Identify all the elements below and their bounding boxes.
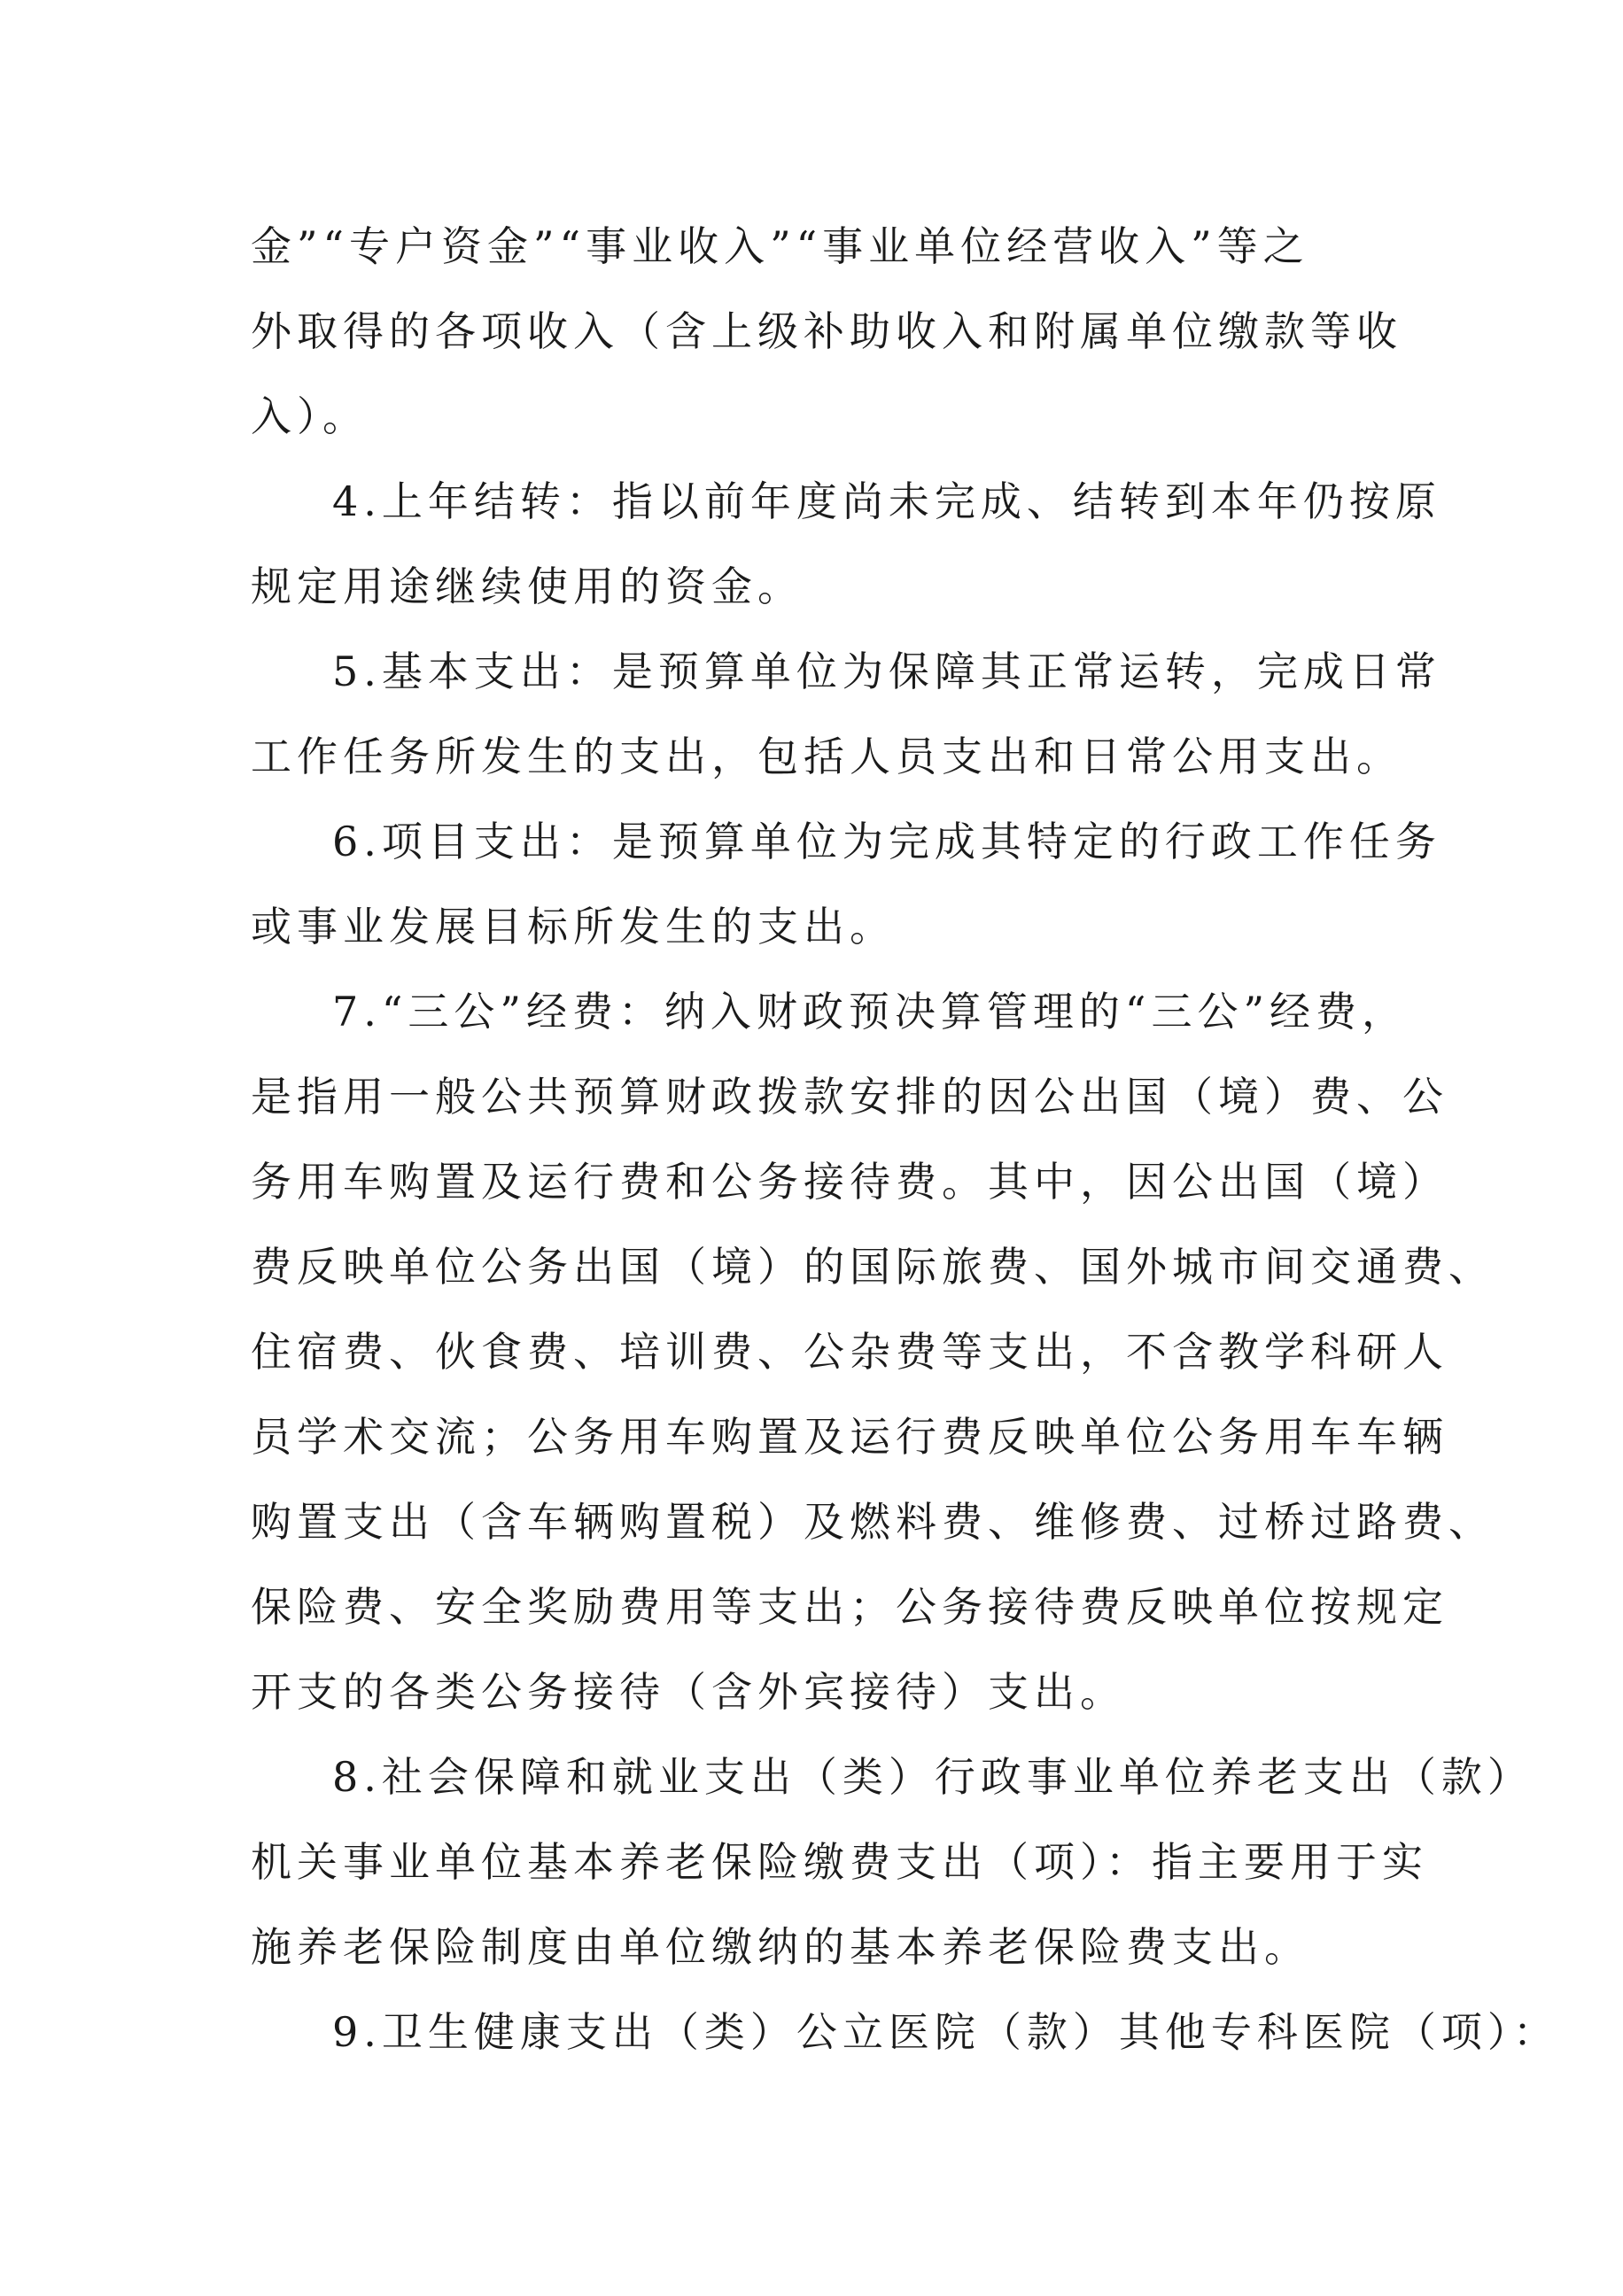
text-line: 务用车购置及运行费和公务接待费。其中，因公出国（境）	[251, 1158, 1448, 1206]
text-line: 员学术交流；公务用车购置及运行费反映单位公务用车车辆	[251, 1413, 1448, 1461]
paragraph-7-first-line: 7.“三公”经费：纳入财政预决算管理的“三公”经费，	[332, 988, 1408, 1036]
paragraph-5-first-line: 5.基本支出：是预算单位为保障其正常运转，完成日常	[332, 648, 1441, 695]
text-line: 机关事业单位基本养老保险缴费支出（项）：指主要用于实	[251, 1838, 1428, 1886]
text-line: 购置支出（含车辆购置税）及燃料费、维修费、过桥过路费、	[251, 1498, 1495, 1546]
text-line: 开支的各类公务接待（含外宾接待）支出。	[251, 1668, 1126, 1716]
text-line: 金”“专户资金”“事业收入”“事业单位经营收入”等之	[251, 222, 1309, 270]
text-line: 外取得的各项收入（含上级补助收入和附属单位缴款等收	[251, 307, 1402, 355]
text-line: 或事业发展目标所发生的支出。	[251, 903, 896, 950]
text-line: 是指用一般公共预算财政拨款安排的因公出国（境）费、公	[251, 1073, 1448, 1121]
text-line: 保险费、安全奖励费用等支出；公务接待费反映单位按规定	[251, 1583, 1448, 1631]
text-line: 费反映单位公务出国（境）的国际旅费、国外城市间交通费、	[251, 1243, 1495, 1291]
paragraph-8-first-line: 8.社会保障和就业支出（类）行政事业单位养老支出（款）	[332, 1753, 1534, 1801]
paragraph-9-first-line: 9.卫生健康支出（类）公立医院（款）其他专科医院（项）：	[332, 2008, 1559, 2056]
paragraph-4-first-line: 4.上年结转：指以前年度尚未完成、结转到本年仍按原	[332, 477, 1441, 525]
text-line: 规定用途继续使用的资金。	[251, 562, 804, 610]
document-body	[251, 204, 1559, 2075]
text-line: 工作任务所发生的支出，包括人员支出和日常公用支出。	[251, 733, 1402, 780]
paragraph-6-first-line: 6.项目支出：是预算单位为完成其特定的行政工作任务	[332, 818, 1441, 865]
text-line: 入）。	[251, 392, 369, 440]
text-line: 施养老保险制度由单位缴纳的基本养老保险费支出。	[251, 1923, 1310, 1971]
text-line: 住宿费、伙食费、培训费、公杂费等支出，不含教学科研人	[251, 1328, 1448, 1376]
